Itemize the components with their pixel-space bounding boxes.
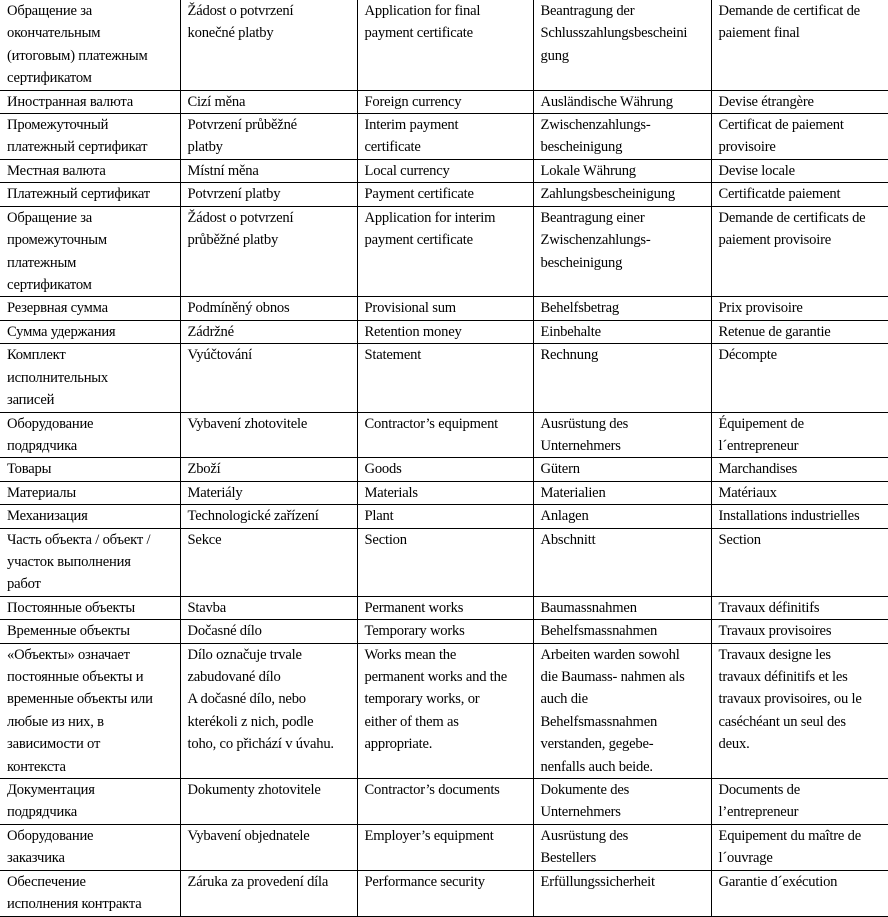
table-row bbox=[0, 481, 888, 504]
cell-english: Local currency bbox=[357, 160, 533, 183]
table-row bbox=[0, 160, 888, 183]
cell-english: Plant bbox=[357, 505, 533, 528]
cell-french: Certificatde paiement bbox=[711, 183, 888, 206]
cell-english: Contractor’s equipment bbox=[357, 412, 533, 458]
cell-english: Application for interim payment certificate bbox=[357, 206, 533, 297]
table-row bbox=[0, 505, 888, 528]
table-row bbox=[0, 870, 888, 916]
cell-german: Einbehalte bbox=[533, 320, 711, 343]
cell-german: Behelfsbetrag bbox=[533, 297, 711, 320]
cell-russian: Обращение за окончательным (итоговым) платежным сертификатом bbox=[0, 0, 180, 90]
cell-english: Goods bbox=[357, 458, 533, 481]
cell-english: Materials bbox=[357, 481, 533, 504]
cell-czech: Místní měna bbox=[180, 160, 357, 183]
cell-russian: Документация подрядчика bbox=[0, 779, 180, 825]
cell-german: Ausländische Währung bbox=[533, 90, 711, 113]
table-row bbox=[0, 620, 888, 643]
table-row bbox=[0, 643, 888, 778]
cell-german: Abschnitt bbox=[533, 528, 711, 596]
cell-german: Beantragung einer Zwischenzahlungs- bescheinigung bbox=[533, 206, 711, 297]
cell-french: Travaux provisoires bbox=[711, 620, 888, 643]
table-row bbox=[0, 206, 888, 297]
cell-russian: Товары bbox=[0, 458, 180, 481]
cell-czech: Materiály bbox=[180, 481, 357, 504]
cell-german: Zwischenzahlungs- bescheinigung bbox=[533, 114, 711, 160]
cell-french: Prix provisoire bbox=[711, 297, 888, 320]
table-row bbox=[0, 90, 888, 113]
cell-french: Équipement de l´entrepreneur bbox=[711, 412, 888, 458]
cell-czech: Potvrzení platby bbox=[180, 183, 357, 206]
cell-czech: Sekce bbox=[180, 528, 357, 596]
cell-english: Temporary works bbox=[357, 620, 533, 643]
cell-german: Dokumente des Unternehmers bbox=[533, 779, 711, 825]
cell-german: Baumassnahmen bbox=[533, 596, 711, 619]
cell-french: Certificat de paiement provisoire bbox=[711, 114, 888, 160]
cell-english: Statement bbox=[357, 344, 533, 412]
cell-english: Employer’s equipment bbox=[357, 824, 533, 870]
cell-russian: Иностранная валюта bbox=[0, 90, 180, 113]
cell-czech: Žádost o potvrzení průběžné platby bbox=[180, 206, 357, 297]
cell-french: Installations industrielles bbox=[711, 505, 888, 528]
cell-german: Beantragung der Schlusszahlungsbescheini gung bbox=[533, 0, 711, 90]
cell-german: Ausrüstung des Bestellers bbox=[533, 824, 711, 870]
cell-russian: Комплект исполнительных записей bbox=[0, 344, 180, 412]
cell-french: Matériaux bbox=[711, 481, 888, 504]
table-row bbox=[0, 779, 888, 825]
cell-russian: Оборудование заказчика bbox=[0, 824, 180, 870]
cell-russian: Местная валюта bbox=[0, 160, 180, 183]
cell-czech: Zboží bbox=[180, 458, 357, 481]
table-row bbox=[0, 528, 888, 596]
cell-czech: Dílo označuje trvale zabudované dílo A dočasné dílo, nebo kterékoli z nich, podle toho, co přichází v úvahu. bbox=[180, 643, 357, 778]
cell-czech: Cizí měna bbox=[180, 90, 357, 113]
cell-german: Materialien bbox=[533, 481, 711, 504]
cell-english: Payment certificate bbox=[357, 183, 533, 206]
cell-russian: Сумма удержания bbox=[0, 320, 180, 343]
table-row bbox=[0, 297, 888, 320]
cell-english: Foreign currency bbox=[357, 90, 533, 113]
cell-german: Rechnung bbox=[533, 344, 711, 412]
cell-russian: Оборудование подрядчика bbox=[0, 412, 180, 458]
cell-russian: Резервная сумма bbox=[0, 297, 180, 320]
cell-czech: Technologické zařízení bbox=[180, 505, 357, 528]
cell-german: Anlagen bbox=[533, 505, 711, 528]
cell-english: Works mean the permanent works and the temporary works, or either of them as appropriate. bbox=[357, 643, 533, 778]
table-row bbox=[0, 458, 888, 481]
table-row bbox=[0, 0, 888, 90]
table-row bbox=[0, 183, 888, 206]
cell-german: Behelfsmassnahmen bbox=[533, 620, 711, 643]
cell-german: Lokale Währung bbox=[533, 160, 711, 183]
cell-french: Travaux designe les travaux définitifs et les travaux provisoires, ou le caséchéant un seul des deux. bbox=[711, 643, 888, 778]
cell-czech: Vybavení objednatele bbox=[180, 824, 357, 870]
cell-russian: Платежный сертификат bbox=[0, 183, 180, 206]
table-row bbox=[0, 344, 888, 412]
cell-czech: Žádost o potvrzení konečné platby bbox=[180, 0, 357, 90]
cell-german: Zahlungsbescheinigung bbox=[533, 183, 711, 206]
cell-french: Marchandises bbox=[711, 458, 888, 481]
cell-russian: Часть объекта / объект / участок выполнения работ bbox=[0, 528, 180, 596]
cell-russian: Постоянные объекты bbox=[0, 596, 180, 619]
table-row bbox=[0, 320, 888, 343]
cell-russian: Обеспечение исполнения контракта bbox=[0, 870, 180, 916]
cell-czech: Zádržné bbox=[180, 320, 357, 343]
cell-french: Décompte bbox=[711, 344, 888, 412]
cell-german: Gütern bbox=[533, 458, 711, 481]
cell-czech: Podmíněný obnos bbox=[180, 297, 357, 320]
cell-french: Devise étrangère bbox=[711, 90, 888, 113]
cell-french: Demande de certificats de paiement provisoire bbox=[711, 206, 888, 297]
cell-english: Provisional sum bbox=[357, 297, 533, 320]
cell-russian: «Объекты» означает постоянные объекты и временные объекты или любые из них, в зависимости от контекста bbox=[0, 643, 180, 778]
cell-english: Contractor’s documents bbox=[357, 779, 533, 825]
cell-russian: Промежуточный платежный сертификат bbox=[0, 114, 180, 160]
cell-english: Section bbox=[357, 528, 533, 596]
cell-french: Equipement du maître de l´ouvrage bbox=[711, 824, 888, 870]
cell-russian: Механизация bbox=[0, 505, 180, 528]
cell-english: Retention money bbox=[357, 320, 533, 343]
cell-french: Travaux définitifs bbox=[711, 596, 888, 619]
cell-german: Arbeiten warden sowohl die Baumass- nahmen als auch die Behelfsmassnahmen verstanden, gegebe- nenfalls auch beide. bbox=[533, 643, 711, 778]
cell-czech: Stavba bbox=[180, 596, 357, 619]
table-row bbox=[0, 824, 888, 870]
cell-czech: Dočasné dílo bbox=[180, 620, 357, 643]
cell-russian: Временные объекты bbox=[0, 620, 180, 643]
cell-german: Ausrüstung des Unternehmers bbox=[533, 412, 711, 458]
cell-french: Garantie d´exécution bbox=[711, 870, 888, 916]
cell-german: Erfüllungssicherheit bbox=[533, 870, 711, 916]
cell-czech: Potvrzení průběžné platby bbox=[180, 114, 357, 160]
cell-french: Demande de certificat de paiement final bbox=[711, 0, 888, 90]
cell-czech: Vybavení zhotovitele bbox=[180, 412, 357, 458]
cell-french: Retenue de garantie bbox=[711, 320, 888, 343]
table-row bbox=[0, 596, 888, 619]
cell-english: Application for final payment certificate bbox=[357, 0, 533, 90]
cell-english: Interim payment certificate bbox=[357, 114, 533, 160]
cell-french: Devise locale bbox=[711, 160, 888, 183]
table-row bbox=[0, 114, 888, 160]
cell-czech: Záruka za provedení díla bbox=[180, 870, 357, 916]
cell-czech: Vyúčtování bbox=[180, 344, 357, 412]
cell-french: Documents de l’entrepreneur bbox=[711, 779, 888, 825]
cell-russian: Материалы bbox=[0, 481, 180, 504]
cell-english: Permanent works bbox=[357, 596, 533, 619]
cell-russian: Обращение за промежуточным платежным сертификатом bbox=[0, 206, 180, 297]
cell-czech: Dokumenty zhotovitele bbox=[180, 779, 357, 825]
cell-french: Section bbox=[711, 528, 888, 596]
table-row bbox=[0, 412, 888, 458]
cell-english: Performance security bbox=[357, 870, 533, 916]
